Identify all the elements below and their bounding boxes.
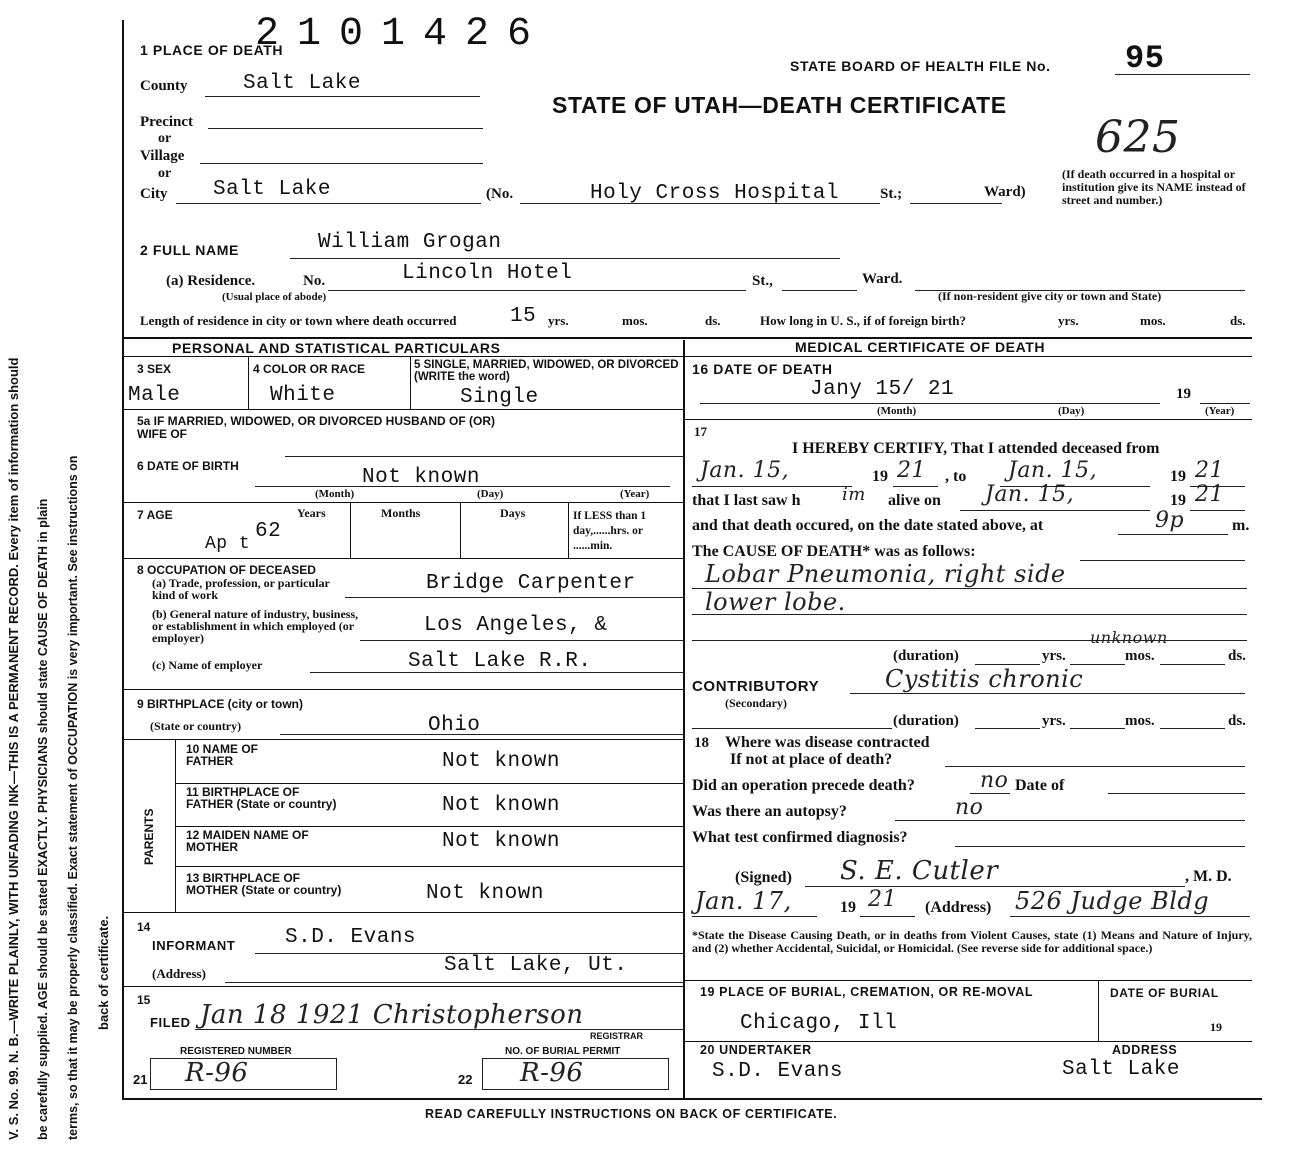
industry-label: (b) General nature of industry, business, or establishment in which employed (or employer) <box>152 607 359 645</box>
signed-year-prefix: 19 <box>840 899 856 916</box>
length-mos: mos. <box>622 313 648 328</box>
city-value: Salt Lake <box>213 178 331 201</box>
days-header: Days <box>500 506 526 520</box>
informant-label: INFORMANT <box>152 938 236 953</box>
to-year: 21 <box>1195 458 1224 483</box>
ward-label: Ward) <box>984 184 1026 200</box>
how-long-label: How long in U. S., if of foreign birth? <box>760 313 966 328</box>
certificate-title: STATE OF UTAH—DEATH CERTIFICATE <box>552 92 1007 118</box>
informant-address-label: (Address) <box>152 966 206 981</box>
date-of-death-value: Jany 15/ 21 <box>810 378 955 401</box>
registered-number-value: R-96 <box>185 1058 249 1088</box>
county-label: County <box>140 78 188 94</box>
length-years: 15 <box>510 305 537 328</box>
mother-birthplace-value: Not known <box>426 882 544 905</box>
alive-on-date: Jan. 15, <box>985 482 1075 507</box>
burial-place-value: Chicago, Ill <box>740 1012 898 1035</box>
registered-number-index: 21 <box>133 1072 148 1087</box>
autopsy-label: Was there an autopsy? <box>692 803 847 820</box>
duration-unknown: unknown <box>1090 628 1168 647</box>
registrar-label: REGISTRAR <box>590 1031 644 1041</box>
informant-number: 14 <box>137 920 151 934</box>
file-number: 95 <box>1125 40 1165 77</box>
physician-address-value: 526 Judge Bldg <box>1015 887 1210 915</box>
informant-value: S.D. Evans <box>285 926 417 949</box>
duration-mos-2: mos. <box>1125 713 1155 729</box>
burial-permit-index: 22 <box>458 1072 473 1087</box>
age-approx: Ap t <box>205 534 251 554</box>
color-label: 4 COLOR OR RACE <box>253 362 366 376</box>
signed-date: Jan. 17, <box>695 887 792 915</box>
operation-date-label: Date of <box>1015 777 1065 794</box>
undertaker-address-value: Salt Lake <box>1062 1058 1180 1081</box>
death-time: 9p <box>1155 508 1185 533</box>
md-label: , M. D. <box>1185 868 1232 885</box>
father-name-label: 10 NAME OF FATHER <box>186 742 259 768</box>
duration-ds-1: ds. <box>1228 648 1246 664</box>
from-year: 21 <box>897 458 926 483</box>
burial-date-label: DATE OF BURIAL <box>1110 986 1219 1000</box>
sex-value: Male <box>128 384 181 407</box>
registered-number-label: REGISTERED NUMBER <box>180 1046 292 1057</box>
frame-bottom <box>122 1098 1262 1100</box>
alive-year: 21 <box>1195 482 1224 507</box>
dob-label: 6 DATE OF BIRTH <box>137 459 239 473</box>
frame-left <box>122 20 124 1100</box>
hospital-note: (If death occurred in a hospital or institution give its NAME instead of street and number.) <box>1062 167 1246 207</box>
parents-label: PARENTS <box>142 808 156 865</box>
alive-year-prefix: 19 <box>1170 492 1186 509</box>
medical-section-title: MEDICAL CERTIFICATE OF DEATH <box>795 339 1046 355</box>
sex-label: 3 SEX <box>137 362 172 376</box>
mother-name-value: Not known <box>442 830 560 853</box>
duration-yrs-2: yrs. <box>1042 713 1066 729</box>
from-year-prefix: 19 <box>872 468 888 485</box>
no-label: (No. <box>486 186 514 202</box>
or-1: or <box>158 131 172 146</box>
footer-instructions: READ CAREFULLY INSTRUCTIONS ON BACK OF CERTIFICATE. <box>425 1107 838 1121</box>
marital-label: 5 SINGLE, MARRIED, WIDOWED, OR DIVORCED (WRITE the word) <box>414 359 679 383</box>
birthplace-state-label: (State or country) <box>150 719 242 733</box>
file-label: STATE BOARD OF HEALTH FILE No. <box>790 58 1051 74</box>
usual-place-note: (Usual place of abode) <box>222 291 327 303</box>
filed-label: FILED <box>150 1015 191 1030</box>
birthplace-label: 9 BIRTHPLACE (city or town) <box>137 697 304 711</box>
physician-address-label: (Address) <box>925 899 992 916</box>
alive-on-label: alive on <box>888 492 941 509</box>
residence-label: (a) Residence. <box>166 273 256 289</box>
dob-month: (Month) <box>315 488 355 500</box>
date-month: (Month) <box>877 405 917 417</box>
margin-instructions-1: V. S. No. 99. N. B.—WRITE PLAINLY, WITH UNFADING INK—THIS IS A PERMANENT RECORD. Every item of information should <box>6 357 21 1140</box>
spouse-label: 5a IF MARRIED, WIDOWED, OR DIVORCED HUSBAND OF (OR) WIFE OF <box>137 414 496 441</box>
county-value: Salt Lake <box>243 72 361 95</box>
certify-text: I HEREBY CERTIFY, That I attended deceased from <box>792 440 1160 457</box>
duration-yrs-1: yrs. <box>1042 648 1066 664</box>
length-ds: ds. <box>705 313 721 328</box>
employer-value: Salt Lake R.R. <box>408 650 592 673</box>
age-value: 62 <box>255 520 282 543</box>
attended-from-date: Jan. 15, <box>700 458 790 483</box>
trade-value: Bridge Carpenter <box>426 572 636 595</box>
length-yrs: yrs. <box>548 313 569 328</box>
cause-line-1: Lobar Pneumonia, right side <box>705 560 1066 588</box>
how-long-ds: ds. <box>1230 313 1246 328</box>
father-birthplace-value: Not known <box>442 794 560 817</box>
attended-to-date: Jan. 15, <box>1008 458 1098 483</box>
full-name-value: William Grogan <box>318 231 502 254</box>
duration-ds-2: ds. <box>1228 713 1246 729</box>
to-year-prefix: 19 <box>1170 468 1186 485</box>
marital-value: Single <box>460 386 539 409</box>
place-of-death-label: 1 PLACE OF DEATH <box>140 42 284 58</box>
date-of-death-label: 16 DATE OF DEATH <box>692 361 833 377</box>
age-label: 7 AGE <box>137 508 173 522</box>
residence-st-label: St., <box>752 273 773 289</box>
certify-number: 17 <box>694 424 707 439</box>
contributory-value: Cystitis chronic <box>885 665 1084 693</box>
last-saw-pronoun: im <box>842 484 866 505</box>
filed-value: Jan 18 1921 Christopherson <box>200 1000 584 1030</box>
trade-label: (a) Trade, profession, or particular kind of work <box>152 576 330 602</box>
margin-instructions-4: back of certificate. <box>96 915 111 1030</box>
to-label: , to <box>945 468 967 485</box>
residence-value: Lincoln Hotel <box>402 262 573 285</box>
full-name-label: 2 FULL NAME <box>140 242 239 258</box>
secondary-label: (Secondary) <box>725 696 787 710</box>
undertaker-value: S.D. Evans <box>712 1060 844 1083</box>
handwritten-number: 625 <box>1095 112 1181 163</box>
industry-value: Los Angeles, & <box>424 614 608 637</box>
precinct-label: Precinct <box>140 114 194 130</box>
death-occurred-label: and that death occured, on the date stated above, at <box>692 517 1044 534</box>
mother-birthplace-label: 13 BIRTHPLACE OF MOTHER (State or country) <box>186 871 342 897</box>
duration-mos-1: mos. <box>1125 648 1155 664</box>
informant-address-value: Salt Lake, Ut. <box>444 954 628 977</box>
less-than-note: If LESS than 1 day,......hrs. or ......min. <box>573 510 647 552</box>
operation-value: no <box>980 768 1009 793</box>
city-label: City <box>140 186 168 202</box>
birthplace-value: Ohio <box>428 714 481 737</box>
length-label: Length of residence in city or town where death occurred <box>140 313 457 328</box>
center-divider <box>683 340 685 1098</box>
burial-permit-label: NO. OF BURIAL PERMIT <box>505 1046 621 1057</box>
signed-year: 21 <box>868 887 897 912</box>
burial-permit-value: R-96 <box>520 1058 584 1088</box>
how-long-mos: mos. <box>1140 313 1166 328</box>
date-year: (Year) <box>1205 405 1235 417</box>
stamp-number: 2101426 <box>255 12 550 57</box>
dob-year: (Year) <box>620 488 650 500</box>
dob-value: Not known <box>362 466 480 489</box>
duration-label-1: (duration) <box>893 648 959 664</box>
occupation-label: 8 OCCUPATION OF DECEASED <box>137 563 316 577</box>
months-header: Months <box>381 506 421 520</box>
last-saw-label: that I last saw h <box>692 492 801 509</box>
duration-label-2: (duration) <box>893 713 959 729</box>
filed-number: 15 <box>137 993 151 1007</box>
date-day: (Day) <box>1058 405 1085 417</box>
dob-day: (Day) <box>477 488 504 500</box>
father-name-value: Not known <box>442 750 560 773</box>
contributory-label: CONTRIBUTORY <box>692 678 820 695</box>
burial-place-label: 19 PLACE OF BURIAL, CREMATION, OR RE-MOVAL <box>700 985 1034 999</box>
autopsy-value: no <box>955 795 984 820</box>
operation-label: Did an operation precede death? <box>692 777 915 794</box>
death-time-m: m. <box>1232 517 1250 534</box>
margin-instructions-2: be carefully supplied. AGE should be stated EXACTLY. PHYSICIANS should state CAUSE OF DEATH in plain <box>36 498 50 1140</box>
not-at-place-label: If not at place of death? <box>730 751 893 768</box>
residence-no-label: No. <box>303 273 326 289</box>
hospital-value: Holy Cross Hospital <box>590 182 839 205</box>
date-of-death-19: 19 <box>1176 386 1191 402</box>
where-contracted-label: Where was disease contracted <box>725 734 930 751</box>
st-label: St.; <box>880 186 903 202</box>
disease-number: 18 <box>694 735 709 751</box>
undertaker-address-label: ADDRESS <box>1112 1043 1178 1057</box>
personal-section-title: PERSONAL AND STATISTICAL PARTICULARS <box>172 340 501 356</box>
cause-footnote: *State the Disease Causing Death, or in deaths from Violent Causes, state (1) Means and Nature of Injury, and (2) whether Accidental, Suicidal, or Homicidal. (See reverse side for additional space.) <box>692 928 1252 955</box>
how-long-yrs: yrs. <box>1058 313 1079 328</box>
margin-instructions-3: terms, so that it may be properly classified. Exact statement of OCCUPATION is very important. See instructions on <box>66 455 80 1140</box>
test-label: What test confirmed diagnosis? <box>692 829 908 846</box>
nonresident-note: (If non-resident give city or town and State) <box>938 289 1162 303</box>
cause-line-2: lower lobe. <box>705 588 846 616</box>
employer-label: (c) Name of employer <box>152 658 263 672</box>
color-value: White <box>270 384 336 407</box>
mother-name-label: 12 MAIDEN NAME OF MOTHER <box>186 828 309 854</box>
undertaker-label: 20 UNDERTAKER <box>700 1043 812 1057</box>
years-header: Years <box>297 506 326 520</box>
physician-signature: S. E. Cutler <box>840 856 999 886</box>
village-label: Village <box>140 148 185 164</box>
residence-ward-label: Ward. <box>862 271 903 287</box>
or-2: or <box>158 166 172 181</box>
cause-label: The CAUSE OF DEATH* was as follows: <box>692 543 976 560</box>
burial-date-19: 19 <box>1210 1020 1222 1034</box>
signed-label: (Signed) <box>735 869 792 886</box>
father-birthplace-label: 11 BIRTHPLACE OF FATHER (State or country) <box>186 785 337 811</box>
